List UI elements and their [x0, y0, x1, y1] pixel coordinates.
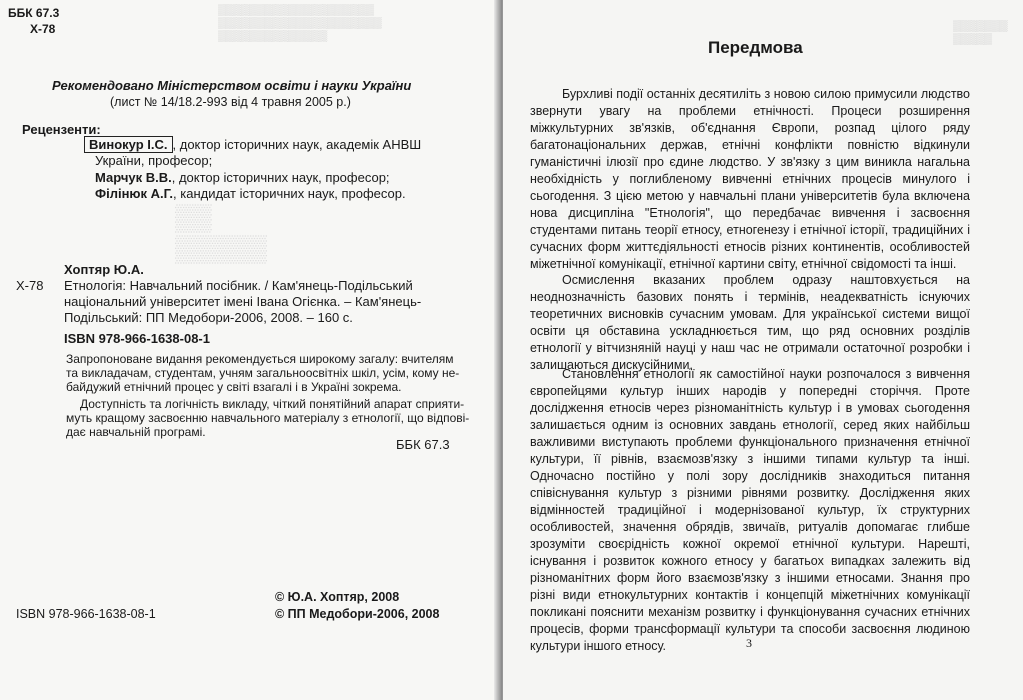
- reviewers-label: Рецензенти:: [22, 122, 101, 137]
- reviewer-3-title: , кандидат історичних наук, професор.: [173, 186, 406, 201]
- preface-paragraph-2: Осмислення вказаних проблем одразу наштовхується на неоднозначність базових понять і термінів, неадекватність існуючих теоретичних висновків сучасним умовам. Для української системи вищої освіти ця обставина ускладнюється тим, що ряд основних розділів етнології у вітчизняній науці у наш час не отримали остаточної розробки і залишаються дискусійними.: [530, 273, 970, 372]
- show-through-title: ▒▒ ▒▒▒▒▒: [175, 202, 268, 263]
- annotation-line-1: Запропоноване видання рекомендується широкому загалу: вчителям: [66, 352, 454, 366]
- author-mark: Х-78: [30, 22, 56, 36]
- page-number: 3: [746, 636, 752, 650]
- copyright-publisher: © ПП Медобори-2006, 2008: [275, 607, 440, 621]
- preface-paragraph-1: Бурхливі події останніх десятиліть з новою силою примусили людство звернути увагу на проблеми етнічності. Процеси розширення міжкультурних зв'язків, об'єднання Європи, розпад цілого ряду багатонаціональних держав, етнічні конфлікти повністю відкинули гуманістичні ілюзії про єдине людство. У зв'язку з цим виникла нагальна необхідність у поглибленому вивченні етнічних процесів минулого і сьогодення. З цією метою у навчальні плани університетів була включена нова дисципліна "Етнологія", що передбачає вивчення і засвоєння студентами питань теорії етносу, етногенезу і етнічної історії, традиційних і сучасних форм життєдіяльності етносів різних континентів, особливостей міжетнічної комунікації, етнічної картини світу, етнічної свідомості та інші.: [530, 87, 970, 271]
- annotation-line-3: байдужий етнічний процес у світі взагалі і в Україні зокрема.: [66, 380, 402, 394]
- section-heading: Передмова: [708, 38, 803, 57]
- recommendation-line-1: Рекомендовано Міністерством освіти і науки України: [52, 78, 412, 93]
- reviewer-3: [95, 186, 406, 202]
- catalog-line-3: Подільський: ПП Медобори-2006, 2008. – 160 с.: [64, 310, 353, 325]
- show-through-text-right: ▒▒▒▒▒▒▒ ▒▒▒▒▒: [953, 20, 1008, 45]
- reviewer-2-title: , доктор історичних наук, професор;: [171, 170, 390, 185]
- annotation-line-6: дає навчальній програмі.: [66, 425, 206, 439]
- reviewer-1-title-cont: України, професор;: [95, 153, 213, 168]
- annotation-line-4: Доступність та логічність викладу, чіткий понятійний апарат сприяти-: [80, 397, 465, 411]
- author-name: Хоптяр Ю.А.: [64, 262, 144, 277]
- catalog-line-1: Етнологія: Навчальний посібник. / Кам'янець-Подільський: [64, 278, 413, 293]
- recommendation-line-2: (лист № 14/18.2-993 від 4 травня 2005 р.): [110, 95, 351, 109]
- author-mark-side: Х-78: [16, 278, 44, 293]
- show-through-text: ▒▒▒▒▒▒▒▒▒▒▒▒▒▒▒▒▒▒▒▒ ▒▒▒▒▒▒▒▒▒▒▒▒▒▒▒▒▒▒▒▒▒ ▒▒▒▒▒▒▒▒▒▒▒▒▒▒: [218, 4, 382, 42]
- preface-paragraph-3: Становлення етнології як самостійної науки розпочалося з вивчення європейцями культур інших народів у попередні сторіччя. Проте дослідження етносів через різноманітність культур і в умовах сьогодення залишається одним із основних завдань етнології, серед яких найбільш важливими виступають проблеми функціонального призначення етнічної культури, її рівнів, взаємозв'язку з іншими типами культур та інші. Одночасно постійно у полі зору дослідників знаходиться питання співіснування культур з різними рівнями розвитку. Дослідження яких відмінностей традиційної і модернізованої культур, їх структурних особливостей, значення обрядів, звичаїв, ритуалів допомагає глибше зрозуміти своєрідність кожної окремої етнічної культури. Нарешті, існування і розвиток кожного етносу у багатьох випадках залежить від різноманітних форм його взаємозв'язку з іншими етносами. Знання про різні види етнокультурних контактів і концепцій міжетнічних комунікації покликані пояснити механізм розвитку і функціонування сучасних етнічних процесів, форми трансформації культури та способи засвоєння людиною культури іншого етносу.: [530, 367, 970, 653]
- copyright-author: © Ю.А. Хоптяр, 2008: [275, 590, 400, 604]
- reviewer-2: [95, 170, 390, 186]
- left-page: [0, 0, 498, 700]
- catalog-line-2: національний університет імені Івана Огієнка. – Кам'янець-: [64, 294, 422, 309]
- reviewer-1: [84, 137, 484, 153]
- reviewer-1-name: Винокур І.С.: [84, 136, 173, 153]
- isbn-bottom: ISBN 978-966-1638-08-1: [16, 607, 156, 621]
- annotation-line-2: та викладачам, студентам, учням загальноосвітніх шкіл, усім, кому не-: [66, 366, 460, 380]
- bbk-bottom: ББК 67.3: [396, 437, 450, 452]
- bbk-code: ББК 67.3: [8, 6, 60, 20]
- annotation-line-5: муть кращому засвоєнню навчального матеріалу з етнології, що відпові-: [66, 411, 470, 425]
- isbn: ISBN 978-966-1638-08-1: [64, 331, 210, 346]
- reviewer-1-title: , доктор історичних наук, академік АНВШ: [172, 137, 422, 152]
- reviewer-3-name: Філінюк А.Г.: [95, 186, 174, 201]
- reviewer-2-name: Марчук В.В.: [95, 170, 172, 185]
